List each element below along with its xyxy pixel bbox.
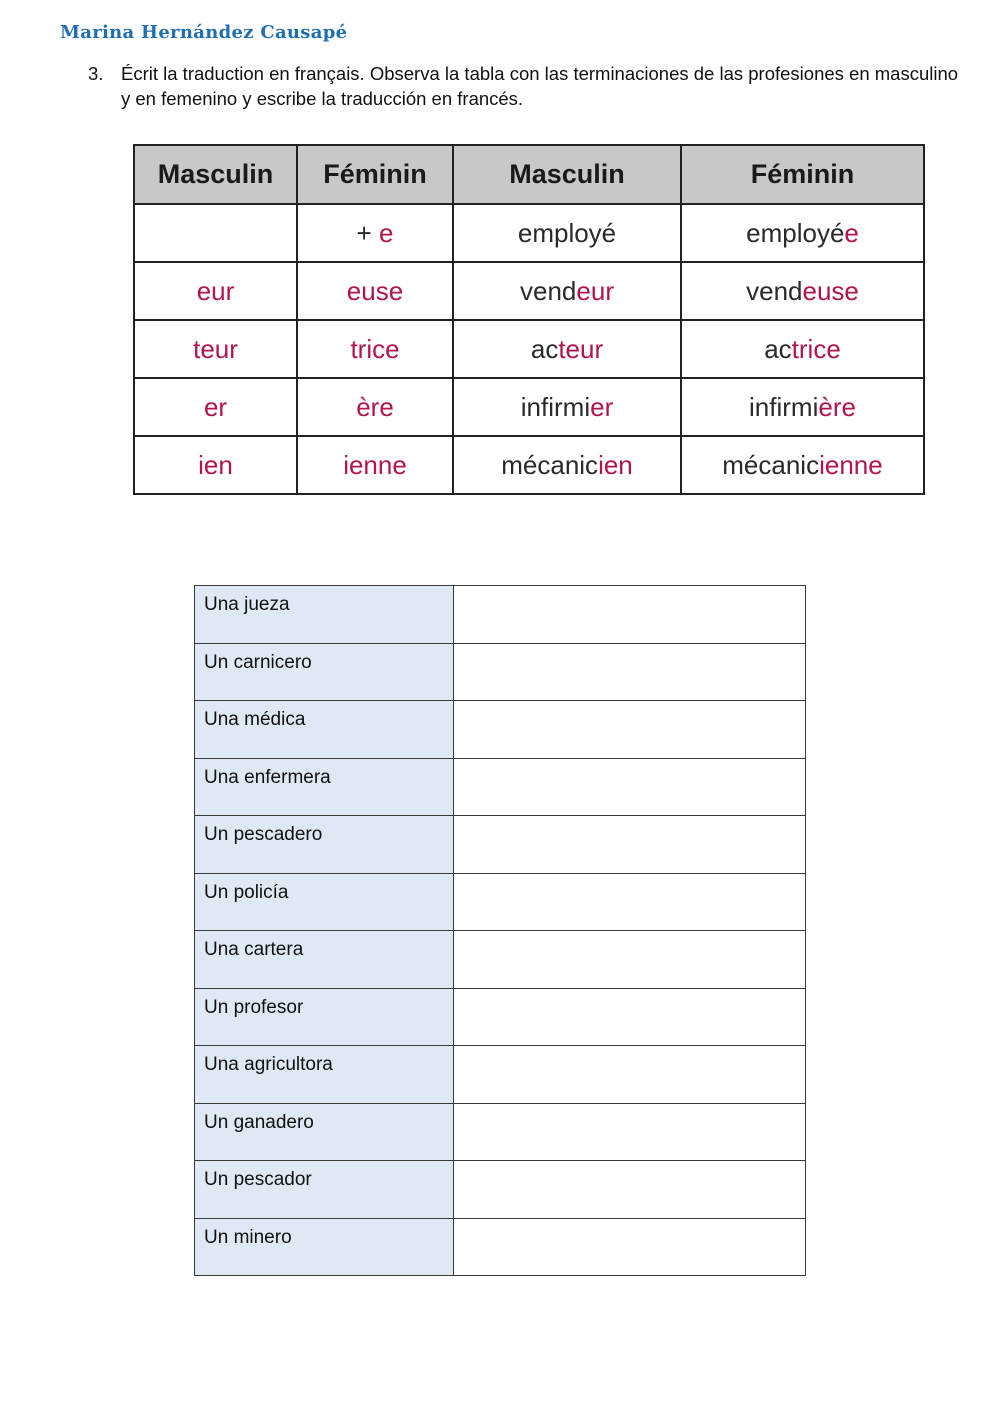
cell-feminin-ending (297, 378, 453, 436)
exercise-instruction (88, 61, 968, 111)
cell-masculin-ending (134, 378, 297, 436)
endings-row (134, 262, 924, 320)
spanish-profession: Una médica (195, 701, 454, 759)
cell-feminin-ending (297, 262, 453, 320)
word-stem: ac (530, 333, 559, 364)
french-answer-field[interactable] (454, 643, 806, 701)
header-feminin-example: Féminin (681, 145, 924, 204)
word-stem: infirmi (749, 391, 819, 422)
translation-row (195, 873, 806, 931)
translation-row (195, 586, 806, 644)
translation-row (195, 1161, 806, 1219)
highlighted-ending: ien (598, 449, 633, 480)
highlighted-ending: ère (356, 391, 394, 422)
french-answer-field[interactable] (454, 758, 806, 816)
translation-row (195, 1046, 806, 1104)
spanish-profession: Un profesor (195, 988, 454, 1046)
spanish-profession: Una cartera (195, 931, 454, 989)
cell-feminin-example (681, 320, 924, 378)
french-answer-field[interactable] (454, 931, 806, 989)
author-name: Marina Hernández Causapé (60, 22, 348, 43)
french-answer-field[interactable] (454, 988, 806, 1046)
cell-masculin-ending (134, 204, 297, 262)
header-masculin-example: Masculin (453, 145, 681, 204)
highlighted-ending: eur (576, 275, 614, 306)
endings-row (134, 436, 924, 494)
cell-masculin-example (453, 204, 681, 262)
cell-feminin-ending (297, 436, 453, 494)
spanish-profession: Una enfermera (195, 758, 454, 816)
spanish-profession: Un ganadero (195, 1103, 454, 1161)
instruction-text: Écrit la traduction en français. Observa la tabla con las terminaciones de las profesiones en masculino y en femenino y escribe la traducción en francés. (121, 63, 959, 109)
translation-table (194, 585, 806, 1276)
highlighted-ending: ien (198, 449, 233, 480)
translation-row (195, 758, 806, 816)
cell-feminin-ending (297, 204, 453, 262)
cell-masculin-ending (134, 436, 297, 494)
spanish-profession: Un pescadero (195, 816, 454, 874)
french-answer-field[interactable] (454, 586, 806, 644)
endings-header-row (134, 145, 924, 204)
word-stem: + (356, 217, 379, 248)
cell-masculin-example (453, 436, 681, 494)
cell-masculin-example (453, 378, 681, 436)
cell-masculin-ending (134, 320, 297, 378)
highlighted-ending: er (203, 391, 228, 422)
cell-feminin-example (681, 378, 924, 436)
highlighted-ending: er (590, 391, 614, 422)
endings-row (134, 378, 924, 436)
exercise-number: 3. (88, 63, 104, 84)
cell-feminin-ending (297, 320, 453, 378)
highlighted-ending: e (844, 217, 859, 248)
cell-feminin-example (681, 436, 924, 494)
highlighted-ending: ère (818, 391, 856, 422)
highlighted-ending: trice (350, 333, 400, 364)
highlighted-ending: teur (193, 333, 238, 364)
highlighted-ending: ienne (819, 449, 883, 480)
french-answer-field[interactable] (454, 1046, 806, 1104)
spanish-profession: Una agricultora (195, 1046, 454, 1104)
french-answer-field[interactable] (454, 1103, 806, 1161)
header-feminin-ending: Féminin (297, 145, 453, 204)
word-stem: vend (746, 275, 803, 306)
cell-masculin-ending (134, 262, 297, 320)
french-answer-field[interactable] (454, 816, 806, 874)
translation-row (195, 1103, 806, 1161)
translation-row (195, 988, 806, 1046)
header-masculin-ending: Masculin (134, 145, 297, 204)
cell-feminin-example (681, 262, 924, 320)
french-answer-field[interactable] (454, 1218, 806, 1276)
word-stem: ac (764, 333, 792, 364)
french-answer-field[interactable] (454, 701, 806, 759)
translation-row (195, 643, 806, 701)
endings-table (133, 144, 925, 495)
spanish-profession: Un minero (195, 1218, 454, 1276)
translation-row (195, 701, 806, 759)
spanish-profession: Una jueza (195, 586, 454, 644)
highlighted-ending: e (378, 217, 394, 248)
word-stem: vend (520, 275, 577, 306)
cell-feminin-example (681, 204, 924, 262)
highlighted-ending: teur (558, 333, 604, 364)
word-stem: infirmi (520, 391, 591, 422)
spanish-profession: Un pescador (195, 1161, 454, 1219)
highlighted-ending: trice (791, 333, 841, 364)
endings-row (134, 320, 924, 378)
spanish-profession: Un policía (195, 873, 454, 931)
cell-masculin-example (453, 320, 681, 378)
translation-row (195, 816, 806, 874)
french-answer-field[interactable] (454, 1161, 806, 1219)
cell-masculin-example (453, 262, 681, 320)
highlighted-ending: euse (802, 275, 859, 306)
highlighted-ending: eur (196, 275, 235, 306)
highlighted-ending: ienne (343, 449, 407, 480)
word-stem: mécanic (501, 449, 599, 480)
endings-row (134, 204, 924, 262)
highlighted-ending: euse (346, 275, 404, 306)
translation-row (195, 1218, 806, 1276)
translation-row (195, 931, 806, 989)
spanish-profession: Un carnicero (195, 643, 454, 701)
word-stem: employé (517, 217, 617, 248)
french-answer-field[interactable] (454, 873, 806, 931)
word-stem: employé (746, 217, 845, 248)
word-stem: mécanic (722, 449, 820, 480)
